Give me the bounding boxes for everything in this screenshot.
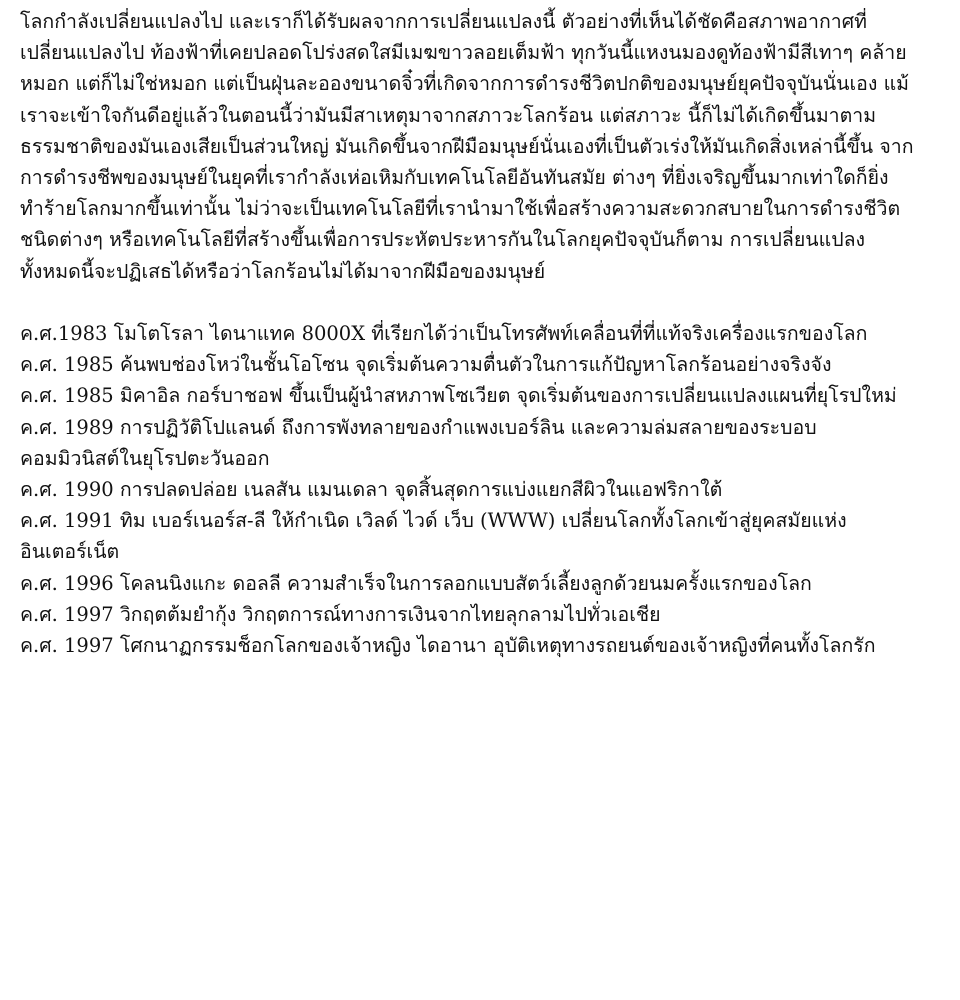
intro-paragraph: โลกกำลังเปลี่ยนแปลงไป และเราก็ได้รับผลจากการเปลี่ยนแปลงนี้ ตัวอย่างที่เห็นได้ชัดคือสภาพอากาศที่เปลี่ยนแปลงไป ท้องฟ้าที่เคยปลอดโปร่งสดใสมีเมฆขาวลอยเต็มฟ้า ทุกวันนี้แหงนมองดูท้องฟ้ามีสีเทาๆ คล้ายหมอก แต่ก็ไม่ใช่หมอก แต่เป็นฝุ่นละอองขนาดจิ๋วที่เกิดจากการดำรงชีวิตปกติของมนุษย์ยุคปัจจุบันนั่นเอง แม้เราจะเข้าใจกันดีอยู่แล้วในตอนนี้ว่ามันมีสาเหตุมาจากสภาวะโลกร้อน แต่สภาวะ นี้ก็ไม่ได้เกิดขึ้นมาตามธรรมชาติของมันเองเสียเป็นส่วนใหญ่ มันเกิดขึ้นจากฝีมือมนุษย์นั่นเองที่เป็นตัวเร่งให้มันเกิดสิ่งเหล่านี้ขึ้น จากการดำรงชีพของมนุษย์ในยุคที่เรากำลังเห่อเหิมกับเทคโนโลยีอันทันสมัย ต่างๆ ที่ยิ่งเจริญขึ้นมากเท่าใดก็ยิ่งทำร้ายโลกมากขึ้นเท่านั้น ไม่ว่าจะเป็นเทคโนโลยีที่เรานำมาใช้เพื่อสร้างความสะดวกสบายในการดำรงชีวิตชนิดต่างๆ หรือเทคโนโลยีที่สร้างขึ้นเพื่อการประหัตประหารกันในโลกยุคปัจจุบันก็ตาม การเปลี่ยนแปลงทั้งหมดนี้จะปฏิเสธได้หรือว่าโลกร้อนไม่ได้มาจากฝีมือของมนุษย์ — [20, 10, 914, 283]
timeline-item-1997-crisis: ค.ศ. 1997 วิกฤตต้มยำกุ้ง วิกฤตการณ์ทางการเงินจากไทยลุกลามไปทั่วเอเชีย — [20, 602, 661, 626]
timeline-item-1985-gorbachev: ค.ศ. 1985 มิคาอิล กอร์บาชอฟ ขึ้นเป็นผู้นำสหภาพโซเวียต จุดเริ่มต้นของการเปลี่ยนแปลงแผนที่ยุโรปใหม่ — [20, 384, 897, 408]
timeline-item-1985-ozone: ค.ศ. 1985 ค้นพบช่องโหว่ในชั้นโอโซน จุดเริ่มต้นความตื่นตัวในการแก้ปัญหาโลกร้อนอย่างจริงจัง — [20, 353, 832, 377]
timeline-item-1990: ค.ศ. 1990 การปลดปล่อย เนลสัน แมนเดลา จุดสิ้นสุดการแบ่งแยกสีผิวในแอฟริกาใต้ — [20, 478, 723, 502]
timeline-item-1989: ค.ศ. 1989 การปฏิวัติโปแลนด์ ถึงการพังทลายของกำแพงเบอร์ลิน และความล่มสลายของระบอบคอมมิวนิสต์ในยุโรปตะวันออก — [20, 415, 817, 470]
timeline-list — [20, 318, 900, 661]
paragraph-spacer — [20, 287, 940, 318]
article — [20, 6, 940, 661]
timeline-item-1991: ค.ศ. 1991 ทิม เบอร์เนอร์ส-ลี ให้กำเนิด เวิลด์ ไวด์ เว็บ (WWW) เปลี่ยนโลกทั้งโลกเข้าสู่ยุคสมัยแห่งอินเตอร์เน็ต — [20, 509, 847, 564]
timeline-item-1983: ค.ศ.1983 โมโตโรลา ไดนาแทค 8000X ที่เรียกได้ว่าเป็นโทรศัพท์เคลื่อนที่ที่แท้จริงเครื่องแรกของโลก — [20, 322, 868, 346]
timeline-item-1996: ค.ศ. 1996 โคลนนิงแกะ ดอลลี ความสำเร็จในการลอกแบบสัตว์เลี้ยงลูกด้วยนมครั้งแรกของโลก — [20, 571, 812, 595]
timeline-item-1997-diana: ค.ศ. 1997 โศกนาฏกรรมช็อกโลกของเจ้าหญิง ไดอานา อุบัติเหตุทางรถยนต์ของเจ้าหญิงที่คนทั้งโลกรัก — [20, 634, 876, 658]
